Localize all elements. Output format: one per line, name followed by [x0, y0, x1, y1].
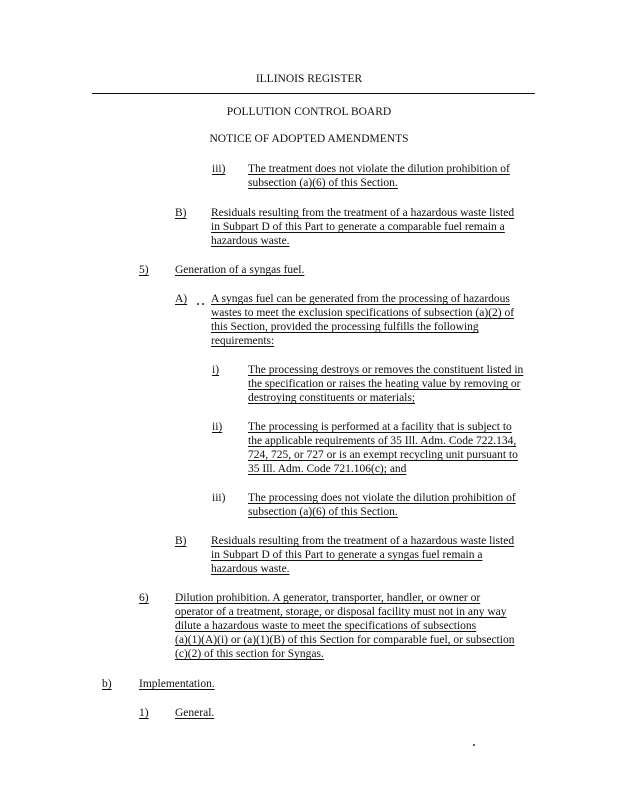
- scan-speck: [473, 744, 475, 746]
- s5-ii-line-1: The processing is performed at a facility that is subject to: [248, 421, 512, 433]
- s6-line-5: (c)(2) of this section for Syngas.: [175, 648, 324, 660]
- scan-speck: [197, 303, 199, 305]
- s5-i-line-3: destroying constituents or materials;: [248, 392, 416, 404]
- header-rule: [92, 93, 535, 94]
- s5-B-line-1: Residuals resulting from the treatment of a hazardous waste listed: [211, 535, 515, 547]
- s1-label: 1): [139, 707, 149, 719]
- s5-i-line-1: The processing destroys or removes the constituent listed in: [248, 364, 524, 376]
- s5-A-line-2: wastes to meet the exclusion specifications of subsection (a)(2) of: [211, 307, 515, 319]
- b4-iii-line-1: The treatment does not violate the dilution prohibition of: [248, 163, 510, 175]
- s5-ii-label: ii): [212, 421, 223, 433]
- s6-line-3: dilute a hazardous waste to meet the specifications of subsections: [175, 620, 477, 632]
- b4-B-line-1: Residuals resulting from the treatment of a hazardous waste listed: [211, 207, 515, 219]
- s5-B-line-2: in Subpart D of this Part to generate a syngas fuel remain a: [211, 549, 483, 561]
- s5-B-label: B): [175, 535, 187, 547]
- b4-iii-line-2: subsection (a)(6) of this Section.: [248, 177, 398, 189]
- b4-B-label: B): [175, 207, 187, 219]
- register-title: ILLINOIS REGISTER: [255, 73, 363, 85]
- s5-ii-line-2: the applicable requirements of 35 Ill. Adm. Code 722.134,: [248, 435, 517, 447]
- s5-iii-line-2: subsection (a)(6) of this Section.: [248, 506, 398, 518]
- s5-A-label: A): [175, 293, 188, 305]
- s5-label: 5): [139, 264, 149, 276]
- s5-A-line-1: A syngas fuel can be generated from the processing of hazardous: [211, 293, 510, 305]
- board-title: POLLUTION CONTROL BOARD: [226, 106, 392, 118]
- s5-i-label: i): [212, 364, 220, 376]
- s6-line-1: Dilution prohibition. A generator, transporter, handler, or owner or: [175, 592, 481, 604]
- b4-B-line-2: in Subpart D of this Part to generate a comparable fuel remain a: [211, 221, 505, 233]
- s6-label: 6): [139, 592, 149, 604]
- s5-iii-label: iii): [212, 492, 226, 504]
- s1-title: General.: [175, 707, 215, 719]
- s6-line-4: (a)(1)(A)(i) or (a)(1)(B) of this Section for comparable fuel, or subsection: [175, 634, 515, 646]
- scan-speck: [202, 303, 204, 305]
- s5-i-line-2: the specification or raises the heating value by removing or: [248, 378, 521, 390]
- s5-ii-line-3: 724, 725, or 727 or is an exempt recycling unit pursuant to: [248, 449, 518, 461]
- s5-iii-line-1: The processing does not violate the dilution prohibition of: [248, 492, 516, 504]
- s5-A-line-3: this Section, provided the processing fulfills the following: [211, 321, 479, 333]
- b4-iii-label: iii): [212, 163, 226, 175]
- sb-title: Implementation.: [139, 678, 215, 690]
- sb-label: b): [102, 678, 112, 690]
- s5-A-line-4: requirements:: [211, 335, 275, 347]
- s6-line-2: operator of a treatment, storage, or disposal facility must not in any way: [175, 606, 507, 618]
- s5-ii-line-4: 35 Ill. Adm. Code 721.106(c); and: [248, 463, 407, 475]
- s5-B-line-3: hazardous waste.: [211, 563, 290, 575]
- notice-title: NOTICE OF ADOPTED AMENDMENTS: [209, 133, 409, 145]
- b4-B-line-3: hazardous waste.: [211, 235, 290, 247]
- s5-title: Generation of a syngas fuel.: [175, 264, 305, 276]
